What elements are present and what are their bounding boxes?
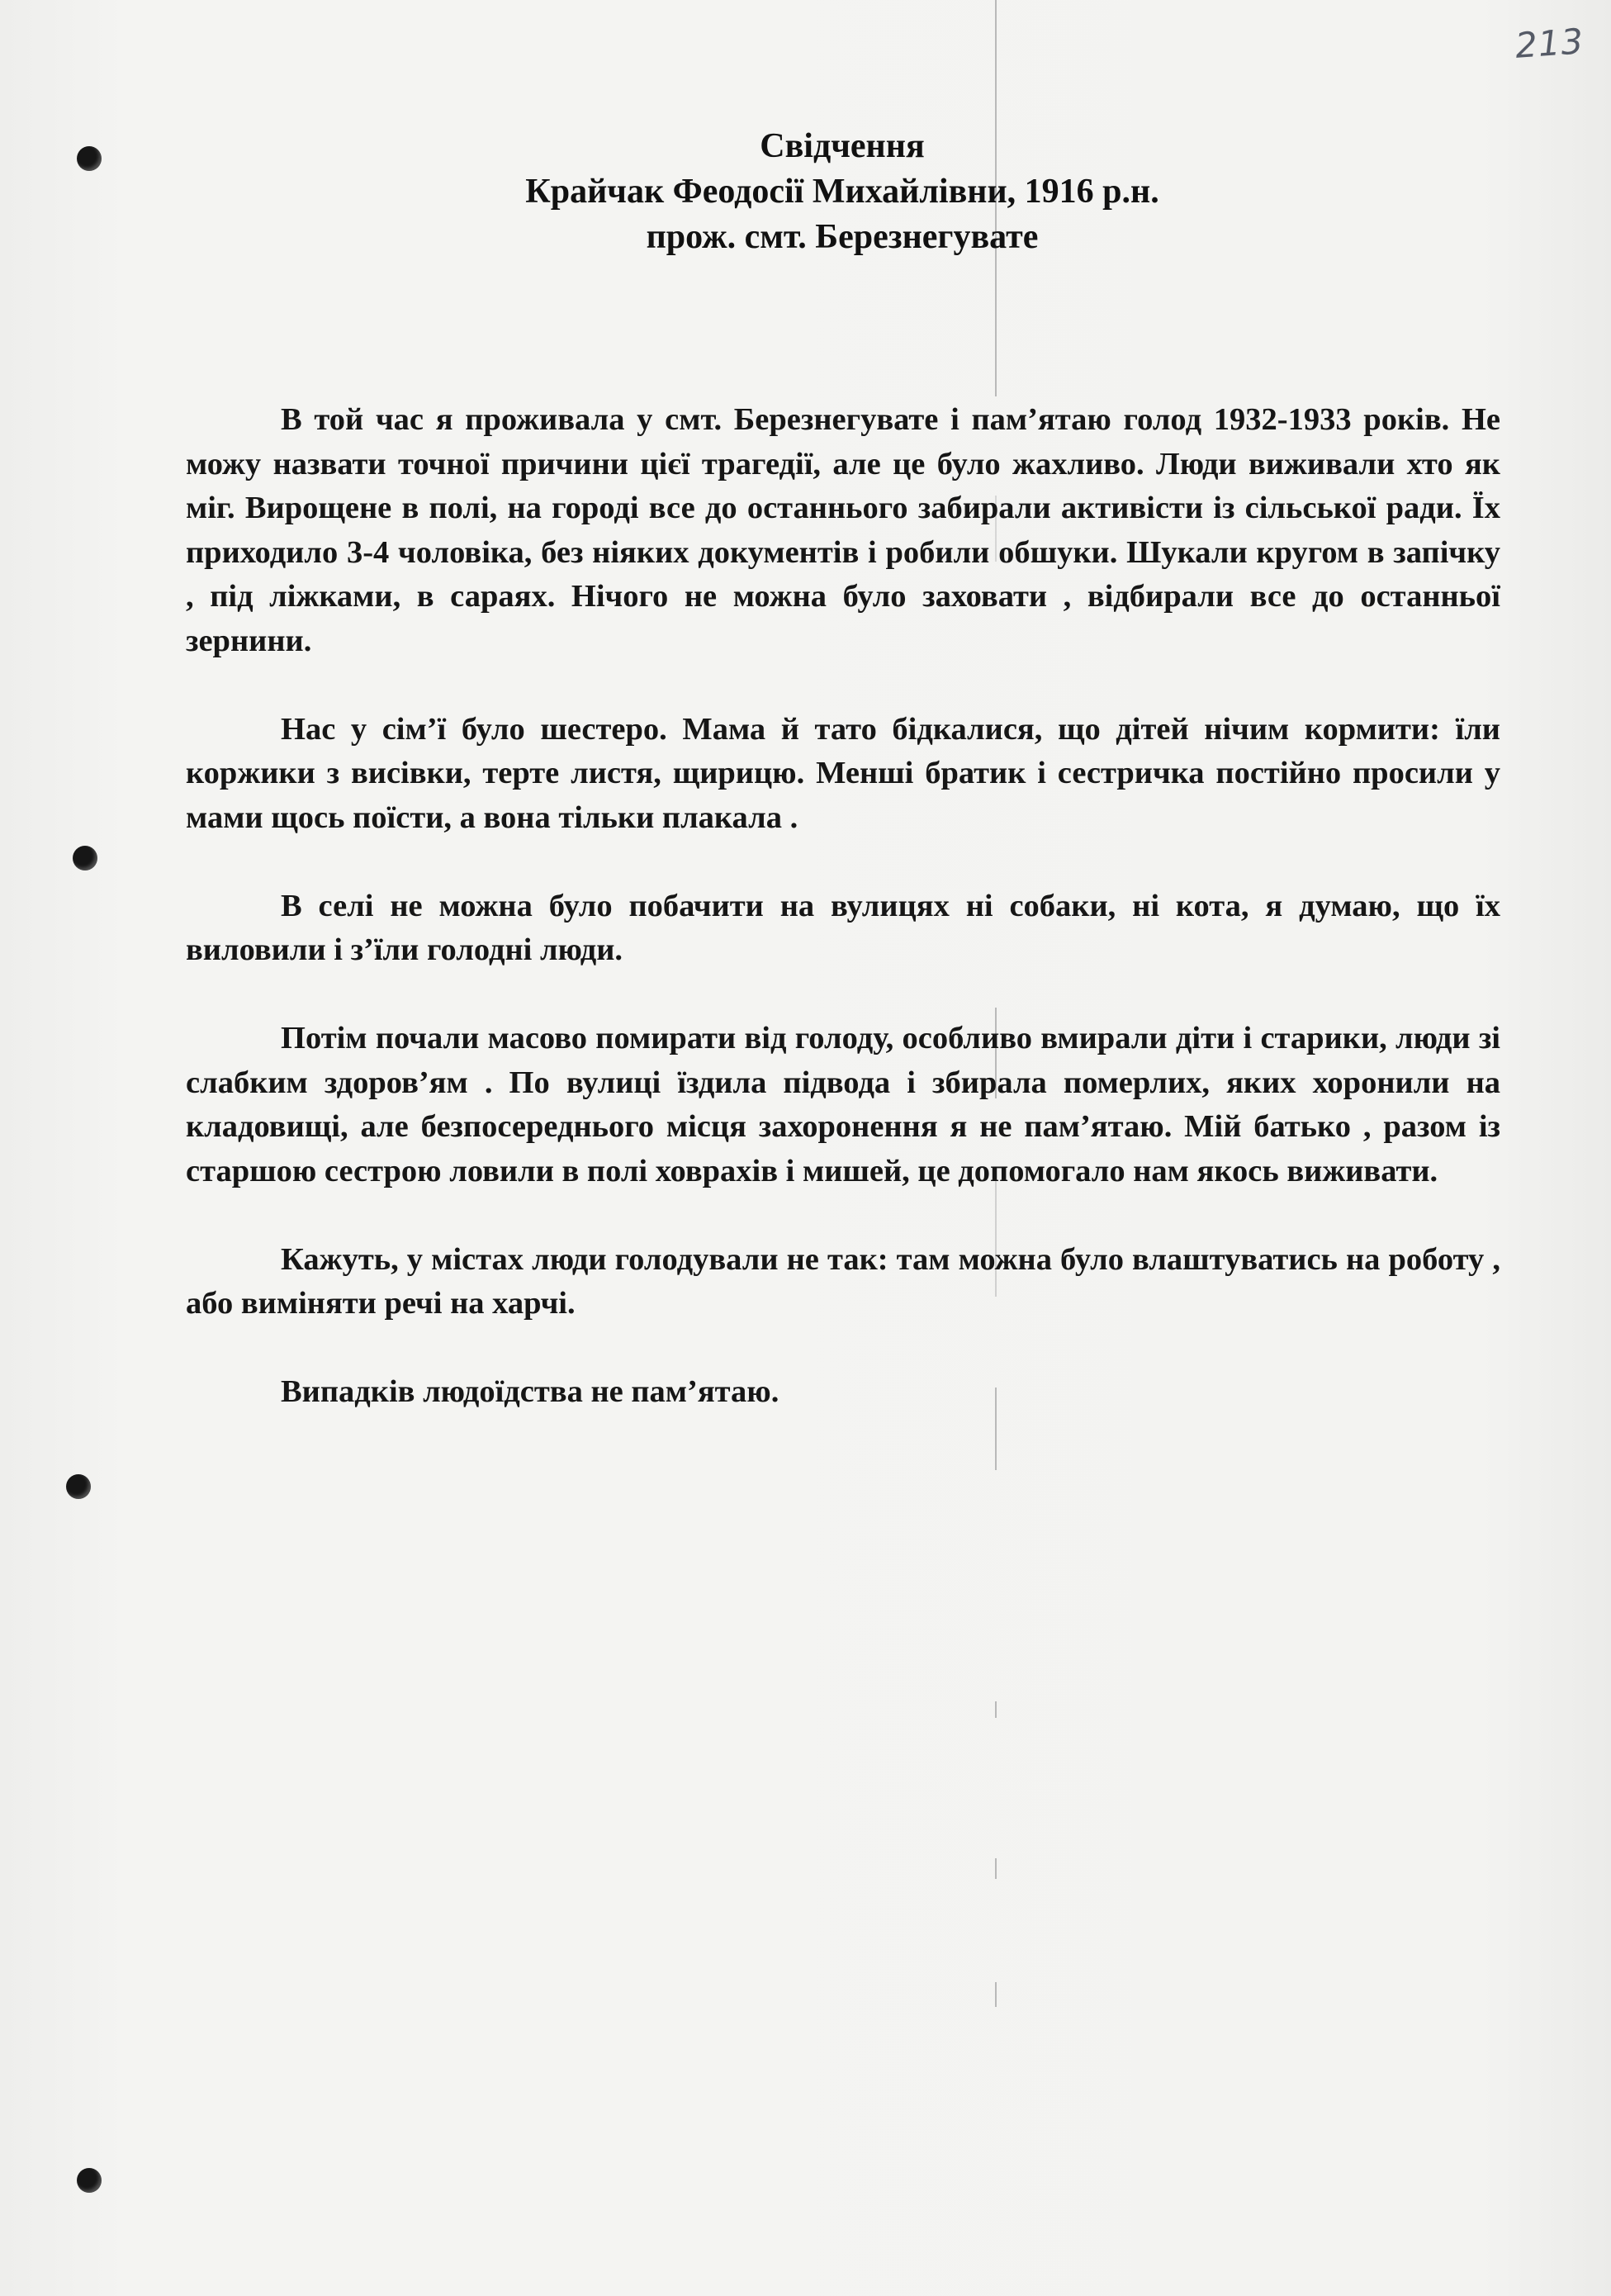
witness-name: Крайчак Феодосії Михайлівни, 1916 р.н. xyxy=(525,173,1159,211)
paragraph: Кажуть, у містах люди голодували не так: там можна було влаштуватись на роботу , або виміняти речі на харчі. xyxy=(186,1241,1500,1321)
testimony-body xyxy=(186,398,1500,1459)
paragraph: Потім почали масово помирати від голоду, особливо вмирали діти і старики, люди зі слабким здоров’ям . По вулиці їздила підвода і збирала померлих, яких хоронили на кладовищі, але безпосереднього місця захоронення я не пам’ятаю. Мій батько , разом із старшою сестрою ловили в полі ховрахів і мишей, це допомогало нам якось виживати. xyxy=(186,1021,1500,1188)
punch-hole xyxy=(66,1474,91,1499)
paragraph: Випадків людоїдства не пам’ятаю. xyxy=(281,1374,779,1409)
punch-hole xyxy=(77,2168,102,2193)
fold-line xyxy=(995,1982,997,2007)
punch-hole xyxy=(77,146,102,171)
paragraph: В той час я проживала у смт. Березнегувате і пам’ятаю голод 1932-1933 років. Не можу назвати точної причини цієї трагедії, але це було жахливо. Люди виживали хто як міг. Вирощене в полі, на городі все до останнього забирали активісти із сільської ради. Їх приходило 3-4 чоловіка, без ніяких документів і робили обшуки. Шукали кругом в запічку , під ліжками, в сараях. Нічого не можна було заховати , відбирали все до останньої зернини. xyxy=(186,402,1500,658)
document-heading xyxy=(186,124,1499,260)
fold-line xyxy=(995,1701,997,1718)
fold-line xyxy=(995,1858,997,1879)
paragraph: Нас у сім’ї було шестеро. Мама й тато бідкалися, що дітей нічим кормити: їли коржики з висівки, терте листя, щирицю. Менші братик і сестричка постійно просили у мами щось поїсти, а вона тільки плакала . xyxy=(186,711,1500,835)
paragraph: В селі не можна було побачити на вулицях ні собаки, ні кота, я думаю, що їх виловили і з’їли голодні люди. xyxy=(186,888,1500,967)
witness-residence: прож. смт. Березнегувате xyxy=(646,218,1039,256)
page-number: 213 xyxy=(1514,21,1585,66)
document-title: Свідчення xyxy=(760,127,925,165)
punch-hole xyxy=(73,846,97,870)
